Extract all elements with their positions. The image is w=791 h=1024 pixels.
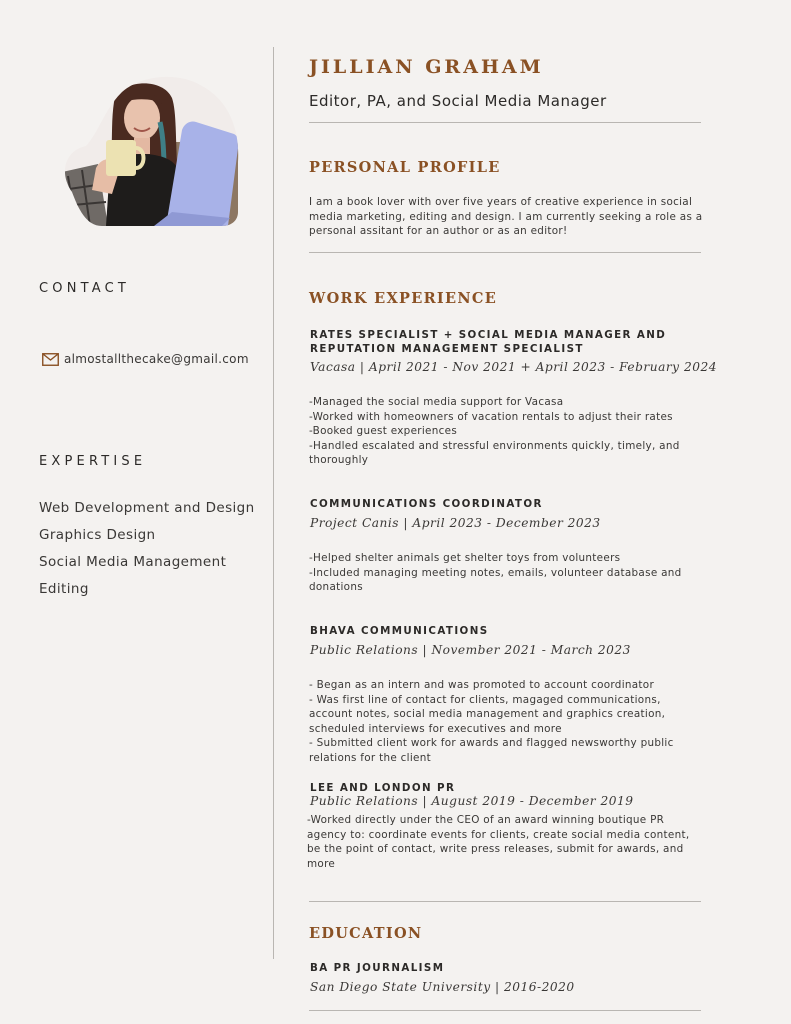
- portrait-photo-icon: [62, 72, 240, 226]
- job-meta: Public Relations | August 2019 - December 2019: [310, 794, 634, 808]
- candidate-name: JILLIAN GRAHAM: [309, 56, 544, 78]
- envelope-icon: [42, 353, 59, 366]
- profile-heading: PERSONAL PROFILE: [309, 159, 501, 176]
- job-title: RATES SPECIALIST + SOCIAL MEDIA MANAGER AND REPUTATION MANAGEMENT SPECIALIST: [310, 329, 667, 355]
- expertise-item: Social Media Management: [39, 554, 227, 570]
- profile-photo: [62, 72, 240, 226]
- job-bullets: [309, 551, 704, 595]
- job-meta: Project Canis | April 2023 - December 2023: [310, 516, 601, 530]
- job-meta: Public Relations | November 2021 - March 2023: [310, 643, 631, 657]
- school-meta: San Diego State University | 2016-2020: [310, 980, 575, 994]
- expertise-item: Web Development and Design: [39, 500, 255, 516]
- profile-text: I am a book lover with over five years of creative experience in social media marketing, editing and design. I am currently seeking a role as a personal assitant for an author or as an editor!: [309, 196, 703, 238]
- expertise-item: Graphics Design: [39, 527, 156, 543]
- job-bullets: [309, 678, 704, 766]
- job-bullet: -Worked with homeowners of vacation rentals to adjust their rates: [309, 410, 673, 423]
- contact-email-row[interactable]: [42, 352, 249, 366]
- job-bullet: -Managed the social media support for Vacasa: [309, 396, 564, 408]
- divider: [309, 1010, 701, 1011]
- expertise-item: Editing: [39, 581, 89, 597]
- job-bullet: -Booked guest experiences: [309, 425, 458, 438]
- job-bullet: - Was first line of contact for clients, magaged communications, account notes, social media management and graphics creation, scheduled interviews for executives and more: [309, 693, 666, 735]
- job-bullet: - Began as an intern and was promoted to account coordinator: [309, 679, 655, 691]
- work-experience-heading: WORK EXPERIENCE: [309, 290, 498, 307]
- job-bullet: -Helped shelter animals get shelter toys from volunteers: [309, 552, 621, 564]
- column-divider: [273, 47, 274, 959]
- expertise-heading: EXPERTISE: [39, 454, 147, 469]
- divider: [309, 901, 701, 902]
- education-heading: EDUCATION: [309, 925, 423, 942]
- email-link[interactable]: almostallthecake@gmail.com: [64, 352, 249, 366]
- job-title: COMMUNICATIONS COORDINATOR: [310, 498, 543, 510]
- contact-heading: CONTACT: [39, 281, 131, 296]
- job-bullet: -Worked directly under the CEO of an award winning boutique PR agency to: coordinate events for clients, create social media content, be the point of contact, write press releases, submit for awards, and more: [307, 814, 690, 870]
- degree-title: BA PR JOURNALISM: [310, 962, 445, 974]
- job-title: BHAVA COMMUNICATIONS: [310, 625, 489, 637]
- job-bullets: [309, 395, 704, 468]
- expertise-list: [39, 499, 259, 607]
- job-bullets: [307, 813, 702, 871]
- job-meta: Vacasa | April 2021 - Nov 2021 + April 2023 - February 2024: [310, 360, 717, 374]
- job-title: LEE AND LONDON PR: [310, 782, 456, 794]
- job-bullet: -Handled escalated and stressful environments quickly, timely, and thoroughly: [309, 439, 680, 467]
- candidate-role: Editor, PA, and Social Media Manager: [309, 92, 607, 110]
- job-bullet: - Submitted client work for awards and flagged newsworthy public relations for the client: [309, 737, 674, 764]
- job-bullet: -Included managing meeting notes, emails, volunteer database and donations: [309, 566, 682, 594]
- divider: [309, 252, 701, 253]
- divider: [309, 122, 701, 123]
